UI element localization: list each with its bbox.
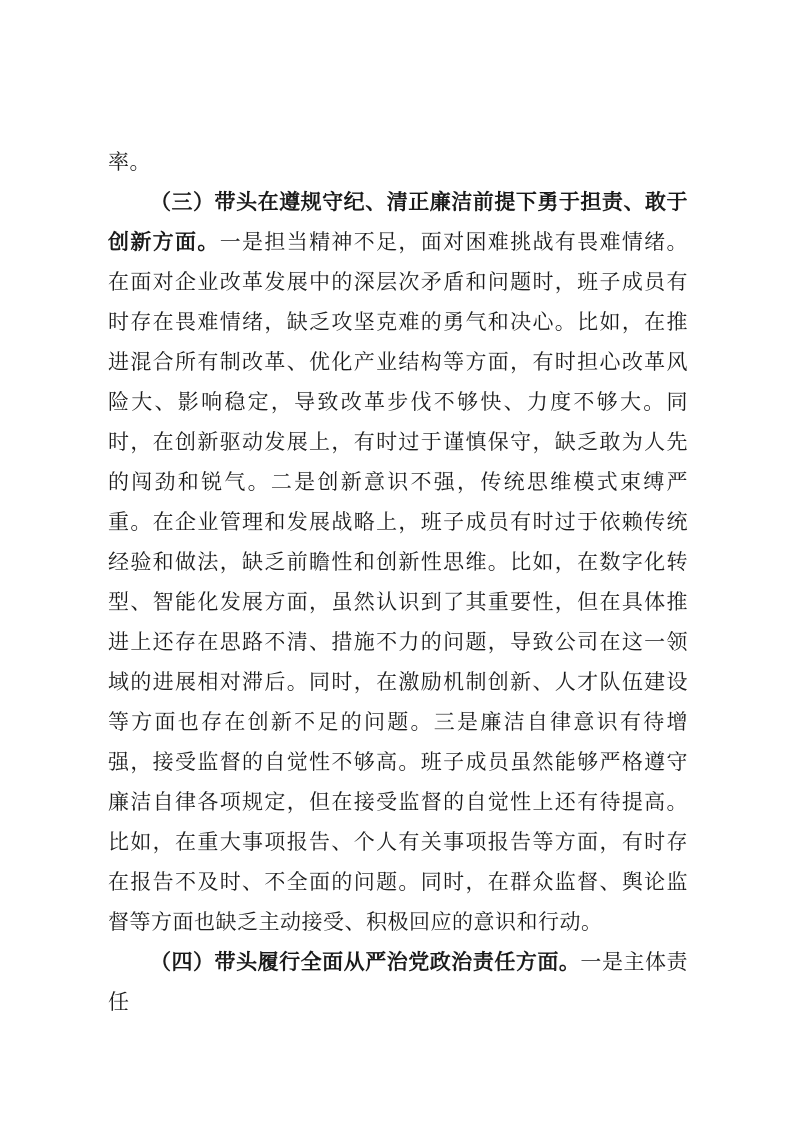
paragraph-text: 率。 <box>108 150 151 174</box>
section-heading: （三）带头在遵规守纪、清正廉洁前提下勇于担责、敢于创新方面。 <box>108 189 688 254</box>
section-heading: （四）带头履行全面从严治党政治责任方面。 <box>150 949 581 974</box>
document-body <box>108 142 688 1022</box>
paragraph-text: 一是担当精神不足，面对困难挑战有畏难情绪。在面对企业改革发展中的深层次矛盾和问题时，班子成员有时存在畏难情绪，缺乏攻坚克难的勇气和决心。比如，在推进混合所有制改革、优化产业结构等方面，有时担心改革风险大、影响稳定，导致改革步伐不够快、力度不够大。同时，在创新驱动发展上，有时过于谨慎保守，缺乏敢为人先的闯劲和锐气。二是创新意识不强，传统思维模式束缚严重。在企业管理和发展战略上，班子成员有时过于依赖传统经验和做法，缺乏前瞻性和创新性思维。比如，在数字化转型、智能化发展方面，虽然认识到了其重要性，但在具体推进上还存在思路不清、措施不力的问题，导致公司在这一领域的进展相对滞后。同时，在激励机制创新、人才队伍建设等方面也存在创新不足的问题。三是廉洁自律意识有待增强，接受监督的自觉性不够高。班子成员虽然能够严格遵守廉洁自律各项规定，但在接受监督的自觉性上还有待提高。比如，在重大事项报告、个人有关事项报告等方面，有时存在报告不及时、不全面的问题。同时，在群众监督、舆论监督等方面也缺乏主动接受、积极回应的意识和行动。 <box>108 230 689 934</box>
paragraph-section-four <box>108 942 688 1022</box>
paragraph-section-three <box>108 182 688 942</box>
paragraph-continuation <box>108 142 688 182</box>
paragraph-text: 一是主体责任 <box>108 950 689 1014</box>
